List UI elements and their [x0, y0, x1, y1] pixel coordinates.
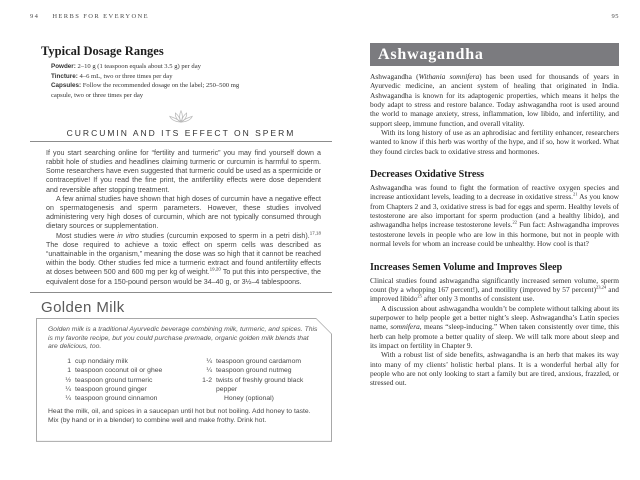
ingredient-row: ¼ teaspoon ground cinnamon	[65, 395, 158, 403]
section-paragraph: Clinical studies found ashwagandha significantly increased semen volume, sperm count (by a whopping 167 percent!), and motility (improved by 57 percent)$^{23,24}$ and improved libido$^{25}$ after only 3 months of consistent use.	[370, 275, 619, 304]
dosage-item-tincture	[51, 72, 251, 82]
ingredient-row: ½ teaspoon ground turmeric	[65, 376, 153, 384]
dosage-label: Powder:	[51, 63, 76, 70]
chapter-banner	[370, 43, 619, 66]
ingredient-row: Honey (optional)	[224, 395, 274, 403]
dosage-section-title: Typical Dosage Ranges	[41, 44, 164, 58]
dosage-list	[51, 62, 332, 101]
curcumin-paragraph: Most studies were in vitro studies (curcumin exposed to sperm in a petri dish).$^{17,18}$ The dose required to achieve a toxic effect on sperm cells was described as “unattainable in the organism,” meaning the dose was so high that it cannot be reached within the body. Other studies fed mice a turmeric extract and found antifertility effects at doses between 500 and 600 mg per kg of weight.$^{19,20}$ To put this into perspective, the equivalent dose for a 150-pound person would be 34–40 g, or 3½–4 tablespoons.	[46, 230, 321, 286]
curcumin-sidebar	[30, 109, 332, 293]
recipe-intro: Golden milk is a traditional Ayurvedic beverage combining milk, turmeric, and spices. This is my favorite recipe, but you could purchase premade, organic golden milk blends that are delicious, too.	[48, 325, 318, 351]
ingredient-row: 1-2 twists of freshly ground black pepper	[202, 376, 304, 393]
dosage-text: Follow the recommended dosage on the label; 250–500 mg capsule, two or three times per day	[51, 82, 240, 100]
section-paragraph: With a robust list of side benefits, ashwagandha is an herb that makes its way into many of my clients’ holistic herbal plans. It is a wonderful herbal ally for people who are not only looking to start a family but are tired, anxious, frazzled, or stressed out.	[370, 350, 619, 388]
ingredient-row: ¼ teaspoon ground nutmeg	[206, 367, 292, 375]
curcumin-paragraph: A few animal studies have shown that high doses of curcumin have a negative effect on spermatogenesis and sperm parameters. However, these studies involved administering very high doses of curcumin, which are not typically consumed through dietary sources or supplementation.	[46, 194, 321, 231]
page-number-left: 94	[30, 13, 40, 20]
section-paragraph: Ashwagandha was found to fight the formation of reactive oxygen species and increase antioxidant levels, leading to a decrease in oxidative stress.$^{21}$ As you know from Chapters 2 and 3, oxidative stress is bad for eggs and sperm. Healthy levels of testosterone are also important for sperm production (and a healthy libido), and ashwagandha helps increase testosterone levels.$^{22}$ Fun fact: Ashwagandha improves testosterone levels in people who are low in this hormone, but not in people with normal levels for whom an increase could be unhealthy. How cool is that?	[370, 183, 619, 249]
golden-milk-title: Golden Milk	[41, 298, 125, 316]
dosage-item-powder	[51, 62, 251, 72]
recipe-instructions: Heat the milk, oil, and spices in a saucepan until hot but not boiling. Add honey to taste. Mix (by hand or in a blender) to combine well and make frothy. Drink hot.	[48, 408, 311, 425]
section-paragraph: A discussion about ashwagandha wouldn’t be complete without talking about its superpower to help people get a better night’s sleep. Ashwagandha’s Latin species name, somnifera, means “sleep-inducing.” When taken consistently over time, this herb can help promote a better quality of sleep. We will talk more about sleep and its impact on fertility in Chapter 9.	[370, 303, 619, 350]
sidebar-bottom-rule	[30, 292, 332, 293]
curcumin-sidebar-title: CURCUMIN AND ITS EFFECT ON SPERM	[66, 127, 296, 138]
running-header-left	[30, 13, 332, 20]
lotus-icon	[30, 109, 332, 126]
sidebar-top-rule	[30, 141, 332, 142]
intro-paragraph: Ashwagandha (Withania somnifera) has been used for thousands of years in Ayurvedic medicine, an ancient system of healing that originated in India. Ashwagandha is known for its adaptogenic properties, which means it helps the body adapt to stress and restore balance. Today ashwagandha root is used around the world to manage anxiety, stress, inflammation, low libido, and infertility, and support sleep, immune function, and overall vitality.	[370, 72, 619, 128]
ingredient-row: ¼ teaspoon ground ginger	[65, 385, 147, 393]
dosage-text: 4–6 mL, two or three times per day	[79, 72, 173, 80]
dosage-text: 2–10 g (1 teaspoon equals about 3.5 g) per day	[77, 63, 201, 70]
ingredient-column-right	[196, 357, 320, 403]
intro-paragraph: With its long history of use as an aphrodisiac and fertility enhancer, researchers wanted to know if this herb was worthy of the hype, and if so, how it worked. What they found circles back to oxidative stress and hormones.	[370, 128, 619, 156]
curcumin-paragraph: If you start searching online for “fertility and turmeric” you may find yourself down a rabbit hole of studies and headlines claiming turmeric or curcumin is harmful to sperm. Some researchers have even suggested that turmeric could be used as a spermicide or contraceptive! If you read the fine print, the antifertility effects were dose dependent and reversible after stopping treatment.	[46, 148, 321, 194]
section-title-semen-sleep: Increases Semen Volume and Improves Sleep	[370, 261, 563, 273]
ingredient-row: ¼ teaspoon ground cardamom	[206, 358, 302, 366]
dosage-item-capsules	[51, 81, 251, 100]
golden-milk-recipe-box	[36, 318, 332, 442]
ingredient-row: 1 cup nondairy milk	[67, 358, 128, 366]
page-95	[370, 13, 619, 388]
page-number-right: 95	[611, 13, 619, 20]
running-header-title: HERBS FOR EVERYONE	[52, 13, 150, 20]
ingredient-columns	[58, 357, 320, 403]
recipe-box-content	[36, 318, 332, 426]
dosage-label: Tincture:	[51, 72, 78, 80]
ingredient-column-left	[58, 357, 196, 403]
dosage-label: Capsules:	[51, 82, 82, 90]
chapter-title: Ashwagandha	[378, 46, 484, 63]
section-title-oxidative-stress: Decreases Oxidative Stress	[370, 169, 485, 181]
page-94	[30, 13, 332, 442]
ingredient-row: 1 teaspoon coconut oil or ghee	[67, 367, 163, 375]
